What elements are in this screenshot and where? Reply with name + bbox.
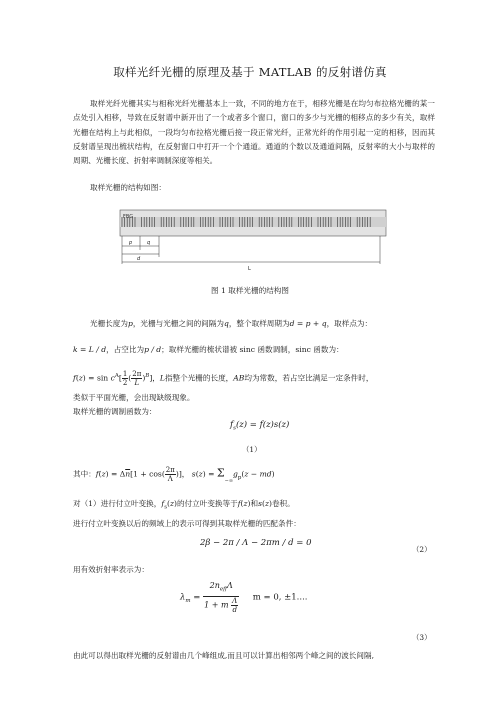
text-line-5: 取样光栅的调制函数为： [73,407,157,416]
equation-1: $f_s(z) = f(z)s(z)$ [230,420,290,432]
equation-3: $\lambda_m$ = $2n_{eff}\Lambda$ 1 + m $\frac{\Lambda}{d}$ m = 0, ±1.... [180,581,308,614]
label-p: p [129,240,133,246]
label-L: L [248,266,251,272]
text-line-1: 光栅长度为p，光栅与光栅之间的间隔为q，整个取样周期为d = p + q，取样点为： [90,319,373,328]
fiber-core [120,217,386,227]
text-line-2: k = L / d，占空比为p / d；取样光栅的梳状谱被 sinc 函数调制，sinc 函数为： [73,345,344,354]
text-line-8: 进行付立叶变换以后的频域上的表示可得到其取样光栅的匹配条件： [73,519,301,528]
text-line-4: 类似于平面光栅，会出现缺级现象。 [73,393,195,402]
figure-caption: 图 1 取样光栅的结构图 [210,286,289,295]
text-line-6: 其中：$f(z) = \Delta\overline{n}[1 + \cos$( $\frac{2\pi}{\Lambda}$ )]， $s(z) = \Sigma_{-\infty}g_p(z - md)$ [73,466,275,484]
dimension-lines [122,236,380,264]
intro-paragraph: 取样光纤光栅其实与相称光纤光栅基本上一致，不同的地方在于，相移光栅是在均匀布拉格光栅的某一点处引入相移，导致在反射谱中新开出了一个或者多个窗口，窗口的多少与光栅的相移点的多少有关，取样光栅在结构上与此相似，一段均匀布拉格光栅后接一段正常光纤，正常光纤的作用引起一定的相移，因而其反射谱呈现出梳状结构，在反射窗口中打开一个个通道。通道的个数以及通道间隔，反射率的大小与取样的周期、光栅长度、折射率调制深度等相关。 [73,99,435,166]
structure-intro: 取样光栅的结构如图： [90,183,166,192]
document-title: 取样光纤光栅的原理及基于 MATLAB 的反射谱仿真 [113,65,387,79]
text-line-3: $f(z) = \sin c^A$[ $\frac{1}{2}$ ( $\frac{2\pi}{L}$ )$^B$]，L指整个光栅的长度，AB均为常数，若占空比满足一定条件时， [73,370,374,388]
label-q: q [147,240,151,246]
equation-3-number: （3） [412,633,432,642]
text-line-7: 对（1）进行付立叶变换，$f_s(z)$的付立叶变换等于f(z)和s(z)卷积。 [73,499,295,511]
equation-2: 2β − 2π / Λ − 2πm / d = 0 [200,538,312,548]
equation-2-number: （2） [412,545,432,554]
sampled-grating-figure [118,206,390,274]
label-d: d [137,256,141,262]
equation-1-number: （1） [242,445,262,454]
text-line-9: 用有效折射率表示为： [73,565,149,574]
fbg-label: FBG [123,214,134,220]
text-line-10: 由此可以得出取样光栅的反射谱由几个峰组成,而且可以计算出相邻两个峰之间的波长间隔, [73,651,374,660]
